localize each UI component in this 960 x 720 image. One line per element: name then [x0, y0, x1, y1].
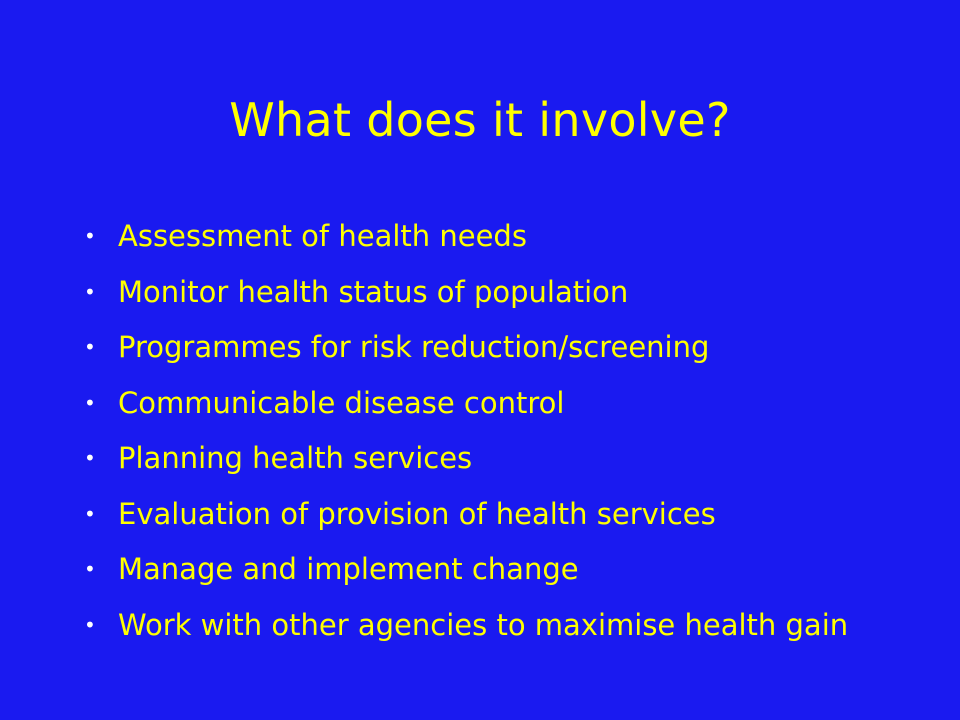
bullet-icon: • — [84, 612, 96, 637]
bullet-list — [84, 218, 894, 644]
bullet-item — [84, 274, 894, 311]
bullet-text: Manage and implement change — [118, 552, 579, 586]
bullet-item — [84, 440, 894, 477]
bullet-icon: • — [84, 446, 96, 470]
bullet-item — [84, 607, 894, 644]
bullet-icon: • — [84, 501, 96, 526]
bullet-text: Planning health services — [118, 441, 473, 475]
bullet-text: Monitor health status of population — [118, 274, 629, 309]
bullet-item — [84, 218, 894, 255]
bullet-text: Evaluation of provision of health services — [118, 496, 716, 531]
slide-title: What does it involve? — [229, 93, 731, 147]
bullet-icon: • — [84, 390, 96, 415]
bullet-icon: • — [84, 335, 96, 359]
bullet-text: Communicable disease control — [118, 385, 565, 420]
bullet-text: Work with other agencies to maximise health gain — [118, 607, 849, 642]
bullet-item — [84, 551, 894, 588]
bullet-item — [84, 329, 894, 366]
bullet-icon: • — [84, 557, 96, 581]
bullet-icon: • — [84, 279, 96, 304]
bullet-item — [84, 385, 894, 422]
bullet-text: Assessment of health needs — [118, 219, 527, 253]
bullet-text: Programmes for risk reduction/screening — [118, 330, 710, 364]
bullet-icon: • — [84, 224, 96, 248]
bullet-item — [84, 496, 894, 533]
